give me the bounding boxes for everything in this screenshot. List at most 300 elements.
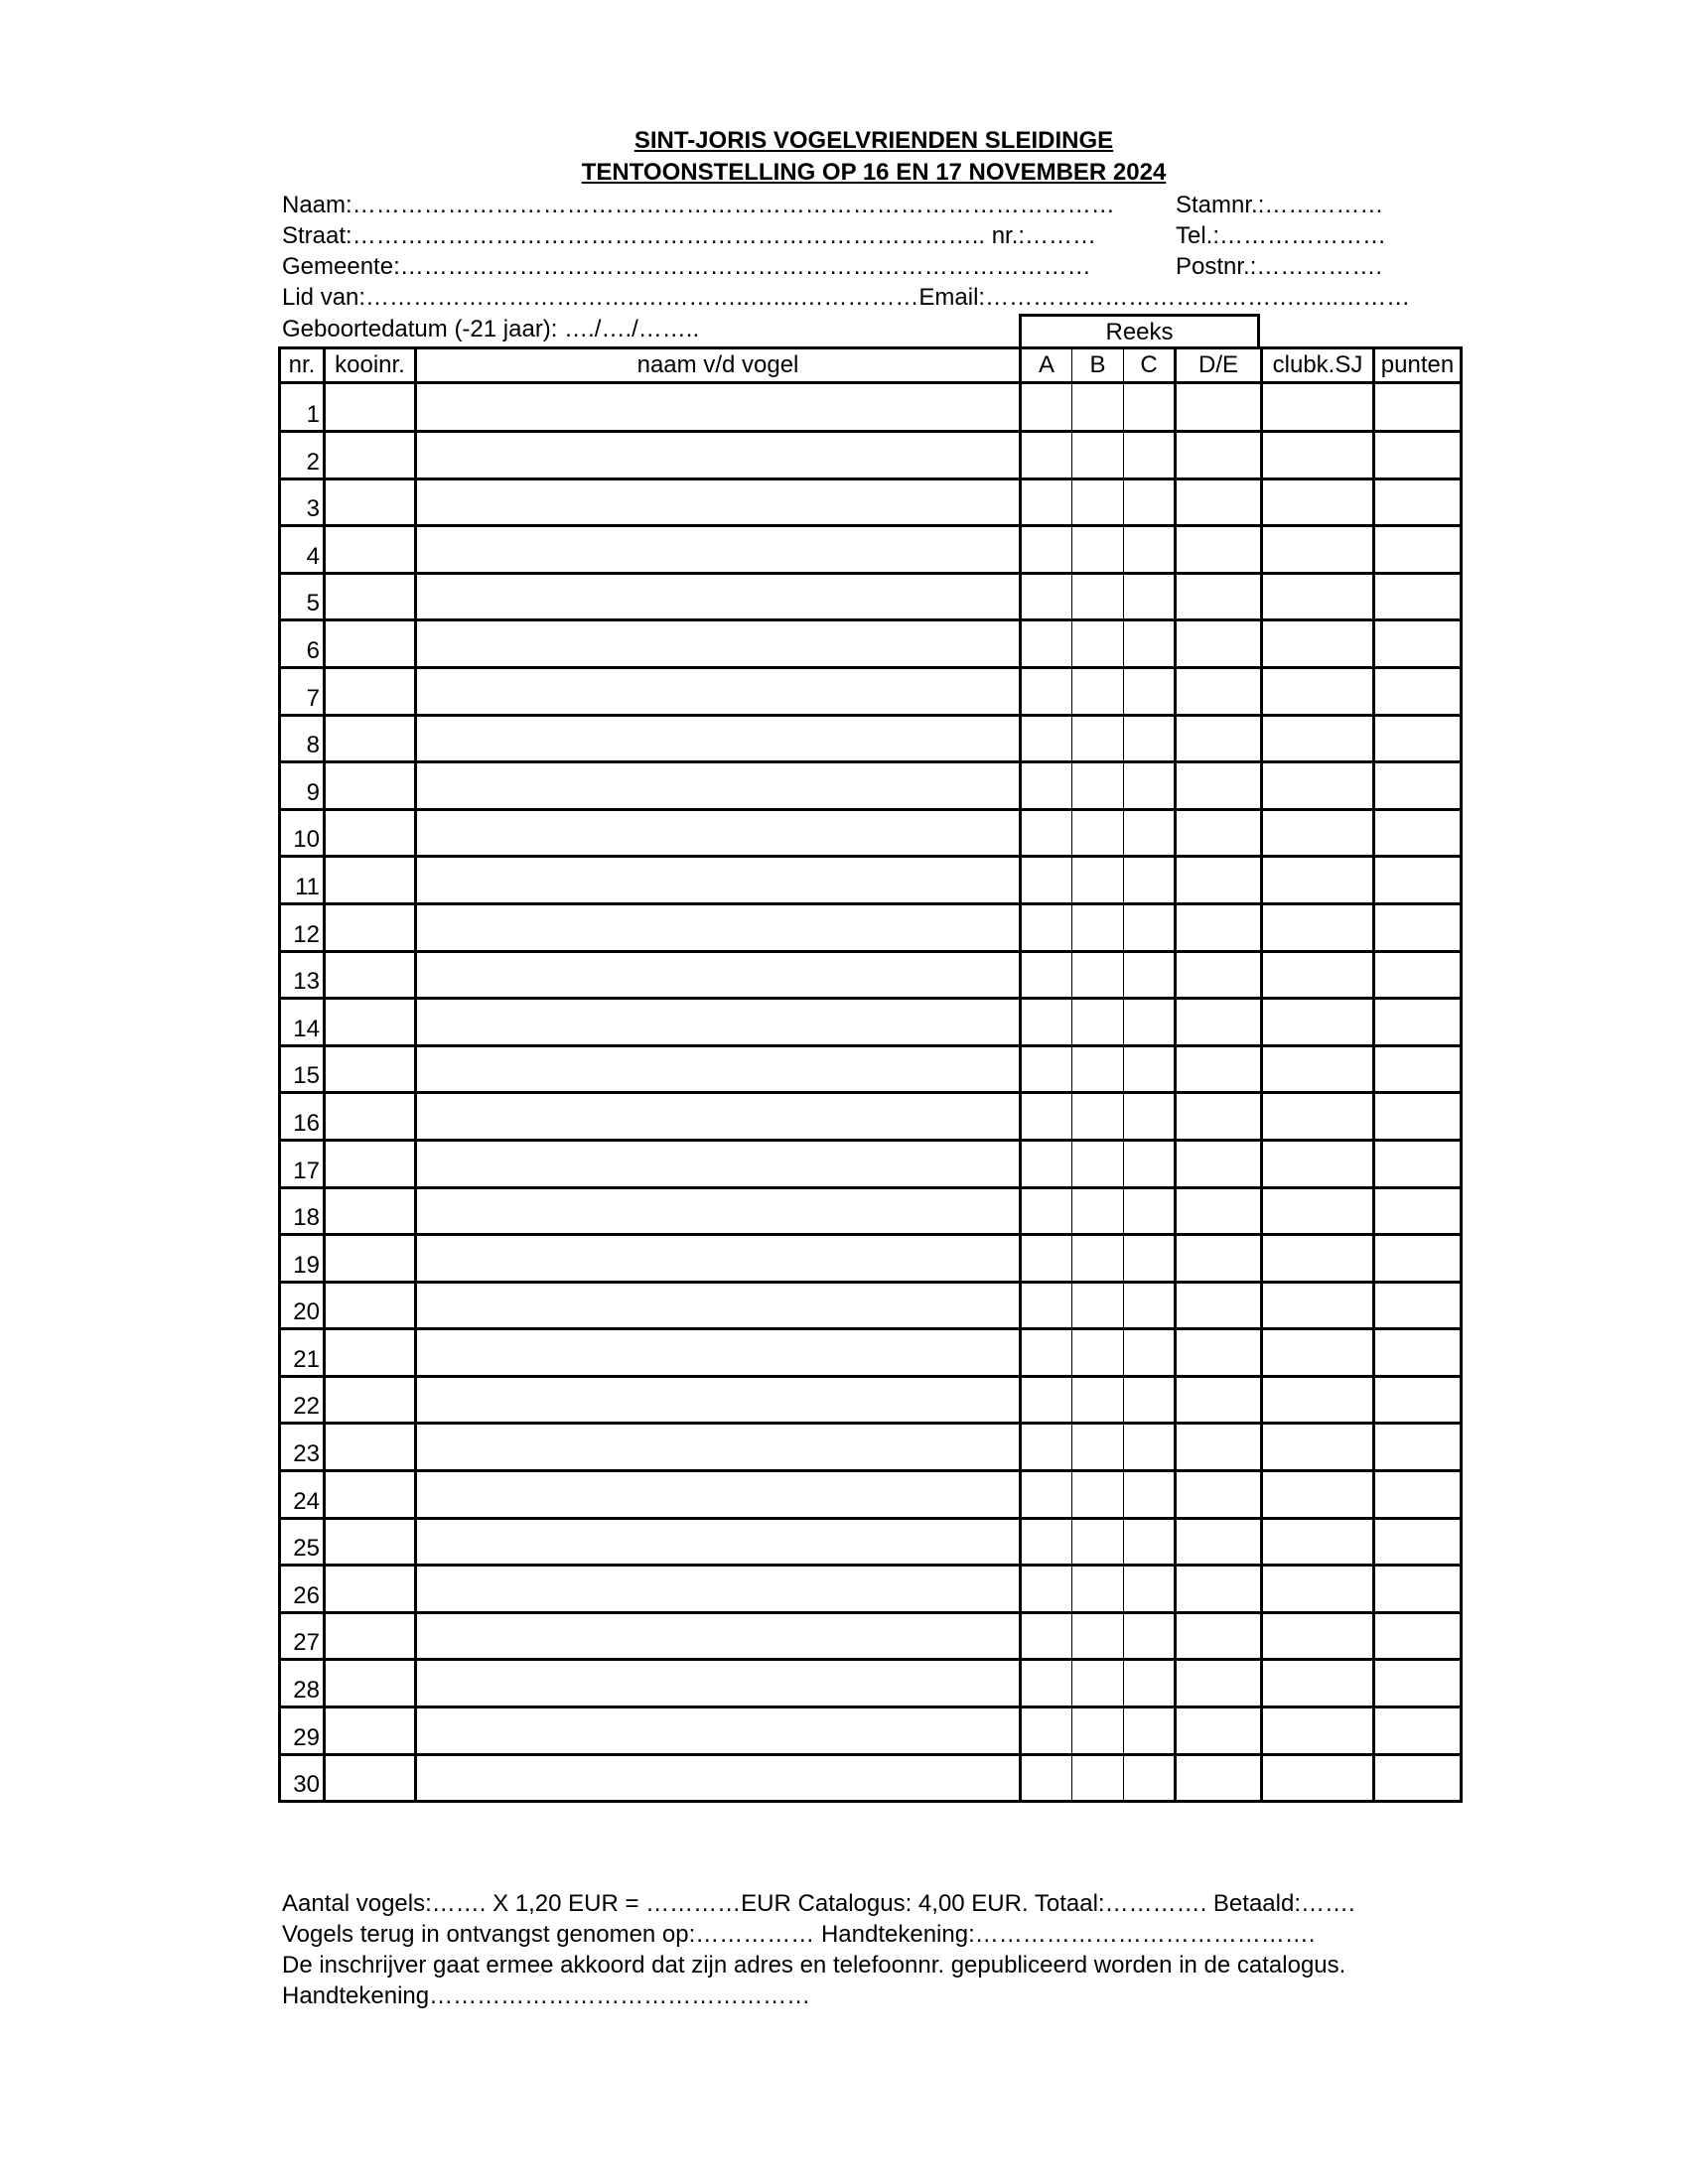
- cell-b[interactable]: [1072, 1612, 1124, 1660]
- cell-a[interactable]: [1021, 903, 1072, 951]
- cell-kooinr[interactable]: [325, 1093, 416, 1141]
- row-number: 30: [280, 1754, 325, 1802]
- cell-clubk[interactable]: [1262, 1518, 1374, 1566]
- cell-punten[interactable]: [1374, 1754, 1462, 1802]
- cell-kooinr[interactable]: [325, 667, 416, 715]
- cell-naam[interactable]: [416, 1235, 1021, 1283]
- footer-payment-line[interactable]: Aantal vogels:……. X 1,20 EUR = …………EUR Catalogus: 4,00 EUR. Totaal:…………. Betaald:…….: [282, 1890, 1355, 1917]
- cell-a[interactable]: [1021, 383, 1072, 432]
- cell-c[interactable]: [1124, 1754, 1176, 1802]
- cell-b[interactable]: [1072, 951, 1124, 999]
- cell-clubk[interactable]: [1262, 1471, 1374, 1519]
- cell-c[interactable]: [1124, 478, 1176, 526]
- row-number: 29: [280, 1707, 325, 1755]
- cell-kooinr[interactable]: [325, 1045, 416, 1093]
- cell-b[interactable]: [1072, 1660, 1124, 1707]
- cell-b[interactable]: [1072, 1707, 1124, 1755]
- cell-b[interactable]: [1072, 432, 1124, 479]
- cell-punten[interactable]: [1374, 809, 1462, 857]
- cell-clubk[interactable]: [1262, 1376, 1374, 1424]
- cell-clubk[interactable]: [1262, 999, 1374, 1046]
- row-number: 17: [280, 1140, 325, 1187]
- cell-c[interactable]: [1124, 432, 1176, 479]
- table-row: [280, 667, 1462, 715]
- cell-naam[interactable]: [416, 809, 1021, 857]
- cell-clubk[interactable]: [1262, 857, 1374, 904]
- cell-c[interactable]: [1124, 1045, 1176, 1093]
- cell-punten[interactable]: [1374, 903, 1462, 951]
- cell-c[interactable]: [1124, 762, 1176, 810]
- cell-a[interactable]: [1021, 478, 1072, 526]
- cell-de[interactable]: [1176, 667, 1262, 715]
- cell-naam[interactable]: [416, 1566, 1021, 1613]
- cell-clubk[interactable]: [1262, 1754, 1374, 1802]
- cell-a[interactable]: [1021, 1376, 1072, 1424]
- cell-punten[interactable]: [1374, 999, 1462, 1046]
- cell-c[interactable]: [1124, 1566, 1176, 1613]
- cell-c[interactable]: [1124, 1707, 1176, 1755]
- cell-b[interactable]: [1072, 715, 1124, 762]
- cell-c[interactable]: [1124, 1424, 1176, 1471]
- cell-punten[interactable]: [1374, 526, 1462, 574]
- cell-kooinr[interactable]: [325, 1707, 416, 1755]
- cell-naam[interactable]: [416, 857, 1021, 904]
- cell-kooinr[interactable]: [325, 762, 416, 810]
- cell-naam[interactable]: [416, 432, 1021, 479]
- cell-naam[interactable]: [416, 1282, 1021, 1329]
- table-row: [280, 951, 1462, 999]
- cell-punten[interactable]: [1374, 1612, 1462, 1660]
- cell-naam[interactable]: [416, 1140, 1021, 1187]
- cell-b[interactable]: [1072, 1376, 1124, 1424]
- cell-kooinr[interactable]: [325, 1329, 416, 1377]
- cell-de[interactable]: [1176, 809, 1262, 857]
- cell-a[interactable]: [1021, 999, 1072, 1046]
- cell-b[interactable]: [1072, 1566, 1124, 1613]
- cell-a[interactable]: [1021, 1612, 1072, 1660]
- cell-kooinr[interactable]: [325, 620, 416, 668]
- table-row: [280, 478, 1462, 526]
- naam-field[interactable]: Naam:……………………………………………………………………………………: [282, 192, 1115, 218]
- geboortedatum-field[interactable]: Geboortedatum (-21 jaar): …./…./……..: [282, 316, 700, 342]
- cell-de[interactable]: [1176, 951, 1262, 999]
- cell-b[interactable]: [1072, 1045, 1124, 1093]
- cell-kooinr[interactable]: [325, 1140, 416, 1187]
- cell-punten[interactable]: [1374, 573, 1462, 620]
- cell-a[interactable]: [1021, 809, 1072, 857]
- cell-c[interactable]: [1124, 1140, 1176, 1187]
- cell-de[interactable]: [1176, 903, 1262, 951]
- row-number: 14: [280, 999, 325, 1046]
- cell-punten[interactable]: [1374, 1707, 1462, 1755]
- table-row: [280, 1093, 1462, 1141]
- col-header-clubk: clubk.SJ: [1262, 348, 1374, 383]
- cell-b[interactable]: [1072, 573, 1124, 620]
- cell-b[interactable]: [1072, 1424, 1124, 1471]
- cell-c[interactable]: [1124, 573, 1176, 620]
- table-row: [280, 1140, 1462, 1187]
- cell-c[interactable]: [1124, 999, 1176, 1046]
- lid-email-field[interactable]: Lid van:……………………………..…………..…....……………Email:………………………………….…..………: [282, 284, 1411, 311]
- cell-clubk[interactable]: [1262, 951, 1374, 999]
- cell-a[interactable]: [1021, 762, 1072, 810]
- table-row: [280, 1471, 1462, 1519]
- cell-c[interactable]: [1124, 1660, 1176, 1707]
- cell-naam[interactable]: [416, 1518, 1021, 1566]
- cell-kooinr[interactable]: [325, 478, 416, 526]
- cell-a[interactable]: [1021, 1518, 1072, 1566]
- cell-de[interactable]: [1176, 715, 1262, 762]
- cell-a[interactable]: [1021, 1707, 1072, 1755]
- cell-naam[interactable]: [416, 999, 1021, 1046]
- cell-de[interactable]: [1176, 1187, 1262, 1235]
- cell-a[interactable]: [1021, 667, 1072, 715]
- cell-c[interactable]: [1124, 1235, 1176, 1283]
- row-number: 23: [280, 1424, 325, 1471]
- col-header-punten: punten: [1374, 348, 1462, 383]
- col-header-de: D/E: [1176, 348, 1262, 383]
- cell-b[interactable]: [1072, 1282, 1124, 1329]
- cell-b[interactable]: [1072, 1140, 1124, 1187]
- table-row: [280, 903, 1462, 951]
- cell-kooinr[interactable]: [325, 1282, 416, 1329]
- cell-a[interactable]: [1021, 715, 1072, 762]
- cell-kooinr[interactable]: [325, 1235, 416, 1283]
- cell-clubk[interactable]: [1262, 1045, 1374, 1093]
- cell-clubk[interactable]: [1262, 1566, 1374, 1613]
- cell-c[interactable]: [1124, 1187, 1176, 1235]
- cell-b[interactable]: [1072, 478, 1124, 526]
- cell-kooinr[interactable]: [325, 1660, 416, 1707]
- gemeente-field[interactable]: Gemeente:……………………………………………………………………………: [282, 253, 1091, 280]
- cell-b[interactable]: [1072, 1471, 1124, 1519]
- table-row: [280, 1235, 1462, 1283]
- cell-punten[interactable]: [1374, 478, 1462, 526]
- cell-c[interactable]: [1124, 951, 1176, 999]
- cell-de[interactable]: [1176, 573, 1262, 620]
- cell-a[interactable]: [1021, 1045, 1072, 1093]
- cell-de[interactable]: [1176, 383, 1262, 432]
- cell-b[interactable]: [1072, 809, 1124, 857]
- table-row: [280, 1707, 1462, 1755]
- cell-punten[interactable]: [1374, 1329, 1462, 1377]
- cell-a[interactable]: [1021, 1471, 1072, 1519]
- cell-kooinr[interactable]: [325, 432, 416, 479]
- footer-return-line[interactable]: Vogels terug in ontvangst genomen op:…………… Handtekening:…………………………………….: [282, 1921, 1316, 1948]
- table-row: [280, 857, 1462, 904]
- table-row: [280, 1045, 1462, 1093]
- row-number: 9: [280, 762, 325, 810]
- cell-clubk[interactable]: [1262, 1140, 1374, 1187]
- footer-signature-line[interactable]: Handtekening…………………………………………: [282, 1982, 811, 2009]
- cell-clubk[interactable]: [1262, 1424, 1374, 1471]
- cell-punten[interactable]: [1374, 432, 1462, 479]
- cell-de[interactable]: [1176, 1140, 1262, 1187]
- cell-naam[interactable]: [416, 762, 1021, 810]
- cell-a[interactable]: [1021, 1140, 1072, 1187]
- cell-naam[interactable]: [416, 1471, 1021, 1519]
- cell-de[interactable]: [1176, 1707, 1262, 1755]
- cell-punten[interactable]: [1374, 762, 1462, 810]
- cell-clubk[interactable]: [1262, 715, 1374, 762]
- cell-c[interactable]: [1124, 620, 1176, 668]
- col-header-naam: naam v/d vogel: [416, 348, 1021, 383]
- col-header-c: C: [1124, 348, 1176, 383]
- cell-clubk[interactable]: [1262, 1093, 1374, 1141]
- cell-c[interactable]: [1124, 1612, 1176, 1660]
- cell-b[interactable]: [1072, 1187, 1124, 1235]
- reeks-header: Reeks: [1019, 314, 1260, 347]
- cell-naam[interactable]: [416, 478, 1021, 526]
- cell-b[interactable]: [1072, 999, 1124, 1046]
- cell-punten[interactable]: [1374, 715, 1462, 762]
- cell-kooinr[interactable]: [325, 951, 416, 999]
- cell-naam[interactable]: [416, 903, 1021, 951]
- cell-punten[interactable]: [1374, 383, 1462, 432]
- cell-b[interactable]: [1072, 1329, 1124, 1377]
- cell-clubk[interactable]: [1262, 526, 1374, 574]
- cell-clubk[interactable]: [1262, 383, 1374, 432]
- cell-kooinr[interactable]: [325, 1471, 416, 1519]
- cell-de[interactable]: [1176, 857, 1262, 904]
- cell-clubk[interactable]: [1262, 1612, 1374, 1660]
- cell-de[interactable]: [1176, 1235, 1262, 1283]
- postnr-field[interactable]: Postnr.:…………….: [1176, 253, 1383, 280]
- cell-a[interactable]: [1021, 951, 1072, 999]
- cell-c[interactable]: [1124, 526, 1176, 574]
- cell-c[interactable]: [1124, 857, 1176, 904]
- cell-kooinr[interactable]: [325, 1376, 416, 1424]
- cell-naam[interactable]: [416, 1093, 1021, 1141]
- cell-a[interactable]: [1021, 1235, 1072, 1283]
- row-number: 22: [280, 1376, 325, 1424]
- cell-c[interactable]: [1124, 1329, 1176, 1377]
- cell-naam[interactable]: [416, 1612, 1021, 1660]
- cell-punten[interactable]: [1374, 1376, 1462, 1424]
- cell-punten[interactable]: [1374, 1282, 1462, 1329]
- cell-naam[interactable]: [416, 1424, 1021, 1471]
- cell-kooinr[interactable]: [325, 903, 416, 951]
- col-header-kooinr: kooinr.: [325, 348, 416, 383]
- row-number: 10: [280, 809, 325, 857]
- row-number: 6: [280, 620, 325, 668]
- cell-c[interactable]: [1124, 1471, 1176, 1519]
- cell-clubk[interactable]: [1262, 573, 1374, 620]
- footer-consent-line: De inschrijver gaat ermee akkoord dat zijn adres en telefoonnr. gepubliceerd worden in de catalogus.: [282, 1952, 1346, 1979]
- cell-clubk[interactable]: [1262, 762, 1374, 810]
- table-row: [280, 620, 1462, 668]
- cell-de[interactable]: [1176, 1660, 1262, 1707]
- cell-c[interactable]: [1124, 1093, 1176, 1141]
- table-row: [280, 1376, 1462, 1424]
- cell-kooinr[interactable]: [325, 1612, 416, 1660]
- cell-punten[interactable]: [1374, 951, 1462, 999]
- cell-c[interactable]: [1124, 383, 1176, 432]
- table-row: [280, 809, 1462, 857]
- cell-punten[interactable]: [1374, 1187, 1462, 1235]
- cell-b[interactable]: [1072, 903, 1124, 951]
- cell-b[interactable]: [1072, 762, 1124, 810]
- cell-naam[interactable]: [416, 1329, 1021, 1377]
- cell-c[interactable]: [1124, 903, 1176, 951]
- cell-clubk[interactable]: [1262, 620, 1374, 668]
- cell-naam[interactable]: [416, 1660, 1021, 1707]
- row-number: 20: [280, 1282, 325, 1329]
- cell-de[interactable]: [1176, 478, 1262, 526]
- cell-de[interactable]: [1176, 526, 1262, 574]
- cell-clubk[interactable]: [1262, 432, 1374, 479]
- cell-naam[interactable]: [416, 383, 1021, 432]
- cell-c[interactable]: [1124, 1376, 1176, 1424]
- cell-naam[interactable]: [416, 1754, 1021, 1802]
- cell-a[interactable]: [1021, 1660, 1072, 1707]
- row-number: 8: [280, 715, 325, 762]
- cell-punten[interactable]: [1374, 1424, 1462, 1471]
- table-row: [280, 1329, 1462, 1377]
- cell-punten[interactable]: [1374, 620, 1462, 668]
- cell-kooinr[interactable]: [325, 715, 416, 762]
- cell-punten[interactable]: [1374, 667, 1462, 715]
- table-row: [280, 1612, 1462, 1660]
- row-number: 2: [280, 432, 325, 479]
- cell-c[interactable]: [1124, 809, 1176, 857]
- cell-de[interactable]: [1176, 1329, 1262, 1377]
- cell-de[interactable]: [1176, 1754, 1262, 1802]
- cell-naam[interactable]: [416, 667, 1021, 715]
- cell-kooinr[interactable]: [325, 526, 416, 574]
- cell-clubk[interactable]: [1262, 667, 1374, 715]
- stamnr-field[interactable]: Stamnr.:……………: [1176, 192, 1384, 218]
- cell-kooinr[interactable]: [325, 1518, 416, 1566]
- cell-a[interactable]: [1021, 526, 1072, 574]
- cell-naam[interactable]: [416, 1045, 1021, 1093]
- cell-kooinr[interactable]: [325, 573, 416, 620]
- table-row: [280, 573, 1462, 620]
- cell-punten[interactable]: [1374, 857, 1462, 904]
- cell-clubk[interactable]: [1262, 1707, 1374, 1755]
- cell-a[interactable]: [1021, 1329, 1072, 1377]
- cell-clubk[interactable]: [1262, 1282, 1374, 1329]
- cell-de[interactable]: [1176, 999, 1262, 1046]
- cell-de[interactable]: [1176, 1045, 1262, 1093]
- cell-clubk[interactable]: [1262, 809, 1374, 857]
- cell-naam[interactable]: [416, 1187, 1021, 1235]
- col-header-nr: nr.: [280, 348, 325, 383]
- table-row: [280, 1518, 1462, 1566]
- cell-de[interactable]: [1176, 1471, 1262, 1519]
- cell-punten[interactable]: [1374, 1566, 1462, 1613]
- row-number: 26: [280, 1566, 325, 1613]
- table-row: [280, 1187, 1462, 1235]
- cell-naam[interactable]: [416, 715, 1021, 762]
- cell-de[interactable]: [1176, 1376, 1262, 1424]
- cell-b[interactable]: [1072, 1235, 1124, 1283]
- cell-kooinr[interactable]: [325, 1424, 416, 1471]
- cell-de[interactable]: [1176, 432, 1262, 479]
- cell-naam[interactable]: [416, 573, 1021, 620]
- cell-b[interactable]: [1072, 526, 1124, 574]
- cell-kooinr[interactable]: [325, 1566, 416, 1613]
- row-number: 24: [280, 1471, 325, 1519]
- cell-a[interactable]: [1021, 1754, 1072, 1802]
- cell-a[interactable]: [1021, 620, 1072, 668]
- cell-de[interactable]: [1176, 1424, 1262, 1471]
- cell-naam[interactable]: [416, 620, 1021, 668]
- cell-naam[interactable]: [416, 526, 1021, 574]
- row-number: 4: [280, 526, 325, 574]
- cell-kooinr[interactable]: [325, 999, 416, 1046]
- cell-punten[interactable]: [1374, 1235, 1462, 1283]
- cell-a[interactable]: [1021, 1093, 1072, 1141]
- cell-a[interactable]: [1021, 573, 1072, 620]
- cell-b[interactable]: [1072, 620, 1124, 668]
- cell-kooinr[interactable]: [325, 1754, 416, 1802]
- row-number: 13: [280, 951, 325, 999]
- cell-b[interactable]: [1072, 857, 1124, 904]
- cell-clubk[interactable]: [1262, 1235, 1374, 1283]
- row-number: 11: [280, 857, 325, 904]
- cell-punten[interactable]: [1374, 1471, 1462, 1519]
- cell-clubk[interactable]: [1262, 1660, 1374, 1707]
- cell-de[interactable]: [1176, 1282, 1262, 1329]
- cell-b[interactable]: [1072, 383, 1124, 432]
- cell-c[interactable]: [1124, 1518, 1176, 1566]
- cell-punten[interactable]: [1374, 1518, 1462, 1566]
- cell-punten[interactable]: [1374, 1660, 1462, 1707]
- cell-a[interactable]: [1021, 432, 1072, 479]
- cell-de[interactable]: [1176, 1518, 1262, 1566]
- cell-b[interactable]: [1072, 1754, 1124, 1802]
- cell-naam[interactable]: [416, 1707, 1021, 1755]
- cell-de[interactable]: [1176, 1612, 1262, 1660]
- cell-a[interactable]: [1021, 1187, 1072, 1235]
- table-row: [280, 526, 1462, 574]
- cell-naam[interactable]: [416, 1376, 1021, 1424]
- row-number: 12: [280, 903, 325, 951]
- cell-kooinr[interactable]: [325, 1187, 416, 1235]
- cell-de[interactable]: [1176, 1093, 1262, 1141]
- col-header-a: A: [1021, 348, 1072, 383]
- cell-b[interactable]: [1072, 1093, 1124, 1141]
- cell-punten[interactable]: [1374, 1045, 1462, 1093]
- cell-a[interactable]: [1021, 1424, 1072, 1471]
- cell-c[interactable]: [1124, 715, 1176, 762]
- cell-b[interactable]: [1072, 1518, 1124, 1566]
- cell-punten[interactable]: [1374, 1093, 1462, 1141]
- cell-clubk[interactable]: [1262, 478, 1374, 526]
- cell-c[interactable]: [1124, 1282, 1176, 1329]
- cell-b[interactable]: [1072, 667, 1124, 715]
- straat-field[interactable]: Straat:…………………………………………………………………….. nr.:………: [282, 222, 1097, 249]
- cell-kooinr[interactable]: [325, 809, 416, 857]
- table-header-row: [280, 348, 1462, 383]
- cell-de[interactable]: [1176, 620, 1262, 668]
- tel-field[interactable]: Tel.:…………………: [1176, 222, 1387, 249]
- cell-naam[interactable]: [416, 951, 1021, 999]
- cell-kooinr[interactable]: [325, 383, 416, 432]
- cell-a[interactable]: [1021, 857, 1072, 904]
- cell-clubk[interactable]: [1262, 1187, 1374, 1235]
- cell-a[interactable]: [1021, 1282, 1072, 1329]
- cell-clubk[interactable]: [1262, 903, 1374, 951]
- cell-a[interactable]: [1021, 1566, 1072, 1613]
- cell-de[interactable]: [1176, 1566, 1262, 1613]
- cell-punten[interactable]: [1374, 1140, 1462, 1187]
- cell-kooinr[interactable]: [325, 857, 416, 904]
- cell-clubk[interactable]: [1262, 1329, 1374, 1377]
- cell-de[interactable]: [1176, 762, 1262, 810]
- cell-c[interactable]: [1124, 667, 1176, 715]
